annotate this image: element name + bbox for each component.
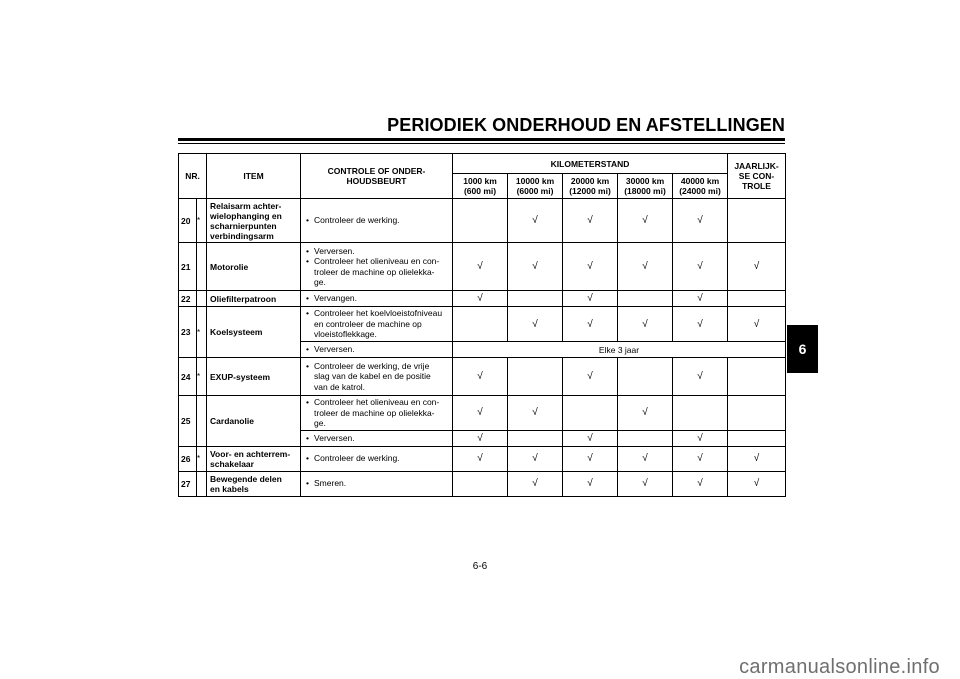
check-cell: √ (673, 199, 728, 243)
row-action (301, 291, 453, 307)
table-row (179, 291, 786, 307)
star-marker: * (197, 199, 207, 243)
check-cell: √ (728, 307, 786, 342)
row-nr: 24 (179, 358, 197, 396)
action-line: • Controleer het olieniveau en con- troleer de machine op olielekka- ge. (314, 397, 449, 429)
action-line: • Verversen. (314, 246, 449, 257)
star-marker (197, 471, 207, 496)
check-cell: √ (508, 307, 563, 342)
check-cell (728, 396, 786, 431)
check-cell: √ (563, 307, 618, 342)
check-cell: √ (563, 358, 618, 396)
row-item: EXUP-systeem (207, 358, 301, 396)
check-cell: √ (508, 471, 563, 496)
row-action (301, 358, 453, 396)
check-cell (453, 199, 508, 243)
star-marker: * (197, 358, 207, 396)
check-cell (728, 291, 786, 307)
action-line: • Verversen. (314, 344, 449, 355)
check-cell (618, 358, 673, 396)
row-action (301, 199, 453, 243)
row-action (301, 430, 453, 446)
row-nr: 22 (179, 291, 197, 307)
check-cell: √ (453, 358, 508, 396)
check-cell: √ (728, 446, 786, 471)
header-nr: NR. (179, 154, 207, 199)
check-cell: √ (563, 430, 618, 446)
row-nr: 21 (179, 243, 197, 291)
check-cell (728, 358, 786, 396)
table-row (179, 307, 786, 342)
row-item: Relaisarm achter- wielophanging en scharnierpunten verbindingsarm (207, 199, 301, 243)
row-item: Cardanolie (207, 396, 301, 447)
check-cell: √ (453, 446, 508, 471)
header-km-5: 40000 km (24000 mi) (673, 174, 728, 199)
header-check: CONTROLE OF ONDER- HOUDSBEURT (301, 154, 453, 199)
check-cell: √ (673, 471, 728, 496)
table-row (179, 471, 786, 496)
check-cell: √ (563, 446, 618, 471)
check-cell: √ (673, 291, 728, 307)
check-cell: √ (728, 471, 786, 496)
row-nr: 27 (179, 471, 197, 496)
check-cell: √ (673, 430, 728, 446)
star-marker (197, 243, 207, 291)
check-cell (508, 430, 563, 446)
check-cell: √ (453, 396, 508, 431)
check-cell (563, 396, 618, 431)
row-action (301, 307, 453, 342)
check-cell: √ (453, 243, 508, 291)
header-km-group: KILOMETERSTAND (453, 154, 728, 174)
row-nr: 23 (179, 307, 197, 358)
check-cell (618, 291, 673, 307)
check-cell (728, 430, 786, 446)
action-line: • Controleer de werking, de vrije slag van de kabel en de positie van de katrol. (314, 361, 449, 393)
action-line: • Vervangen. (314, 293, 449, 304)
table-row (179, 358, 786, 396)
star-marker (197, 291, 207, 307)
interval-note: Elke 3 jaar (453, 342, 786, 358)
check-cell: √ (508, 396, 563, 431)
check-cell (728, 199, 786, 243)
header-item: ITEM (207, 154, 301, 199)
title-rule (178, 138, 785, 141)
table-row (179, 243, 786, 291)
header-km-3: 20000 km (12000 mi) (563, 174, 618, 199)
title-rule-thin (178, 143, 785, 144)
check-cell: √ (728, 243, 786, 291)
row-action (301, 342, 453, 358)
row-nr: 25 (179, 396, 197, 447)
check-cell: √ (673, 446, 728, 471)
page-title: PERIODIEK ONDERHOUD EN AFSTELLINGEN (387, 115, 785, 135)
watermark: carmanualsonline.info (739, 656, 940, 678)
star-marker: * (197, 307, 207, 358)
action-line: • Controleer de werking. (314, 453, 449, 464)
action-line: • Smeren. (314, 478, 449, 489)
check-cell: √ (618, 396, 673, 431)
header-km-4: 30000 km (18000 mi) (618, 174, 673, 199)
action-line: • Controleer het koelvloeistofniveau en controleer de machine op vloeistoflekkage. (314, 308, 449, 340)
check-cell (508, 358, 563, 396)
action-line: • Verversen. (314, 433, 449, 444)
star-marker: * (197, 446, 207, 471)
check-cell (508, 291, 563, 307)
check-cell (673, 396, 728, 431)
row-nr: 20 (179, 199, 197, 243)
check-cell: √ (508, 243, 563, 291)
page-number: 6-6 (472, 561, 488, 572)
check-cell: √ (508, 199, 563, 243)
row-item: Oliefilterpatroon (207, 291, 301, 307)
row-action (301, 471, 453, 496)
action-line: • Controleer het olieniveau en con- troleer de machine op olielekka- ge. (314, 256, 449, 288)
star-marker (197, 396, 207, 447)
table-row (179, 446, 786, 471)
row-item: Koelsysteem (207, 307, 301, 358)
row-item: Bewegende delen en kabels (207, 471, 301, 496)
check-cell (618, 430, 673, 446)
table-row (179, 199, 786, 243)
check-cell: √ (673, 358, 728, 396)
check-cell: √ (618, 199, 673, 243)
check-cell: √ (453, 291, 508, 307)
check-cell: √ (618, 446, 673, 471)
action-line: • Controleer de werking. (314, 215, 449, 226)
header-km-2: 10000 km (6000 mi) (508, 174, 563, 199)
check-cell: √ (673, 243, 728, 291)
row-nr: 26 (179, 446, 197, 471)
row-action (301, 446, 453, 471)
chapter-tab: 6 (787, 325, 818, 373)
row-action (301, 243, 453, 291)
check-cell: √ (563, 243, 618, 291)
maintenance-table (178, 153, 786, 497)
row-item: Voor- en achterrem- schakelaar (207, 446, 301, 471)
check-cell: √ (618, 307, 673, 342)
check-cell: √ (563, 291, 618, 307)
check-cell: √ (618, 471, 673, 496)
check-cell: √ (508, 446, 563, 471)
check-cell: √ (563, 199, 618, 243)
check-cell: √ (453, 430, 508, 446)
row-action (301, 396, 453, 431)
row-item: Motorolie (207, 243, 301, 291)
table-row (179, 396, 786, 431)
header-km-1: 1000 km (600 mi) (453, 174, 508, 199)
header-annual: JAARLIJK- SE CON- TROLE (728, 154, 786, 199)
check-cell (453, 307, 508, 342)
check-cell: √ (673, 307, 728, 342)
check-cell: √ (563, 471, 618, 496)
check-cell: √ (618, 243, 673, 291)
check-cell (453, 471, 508, 496)
